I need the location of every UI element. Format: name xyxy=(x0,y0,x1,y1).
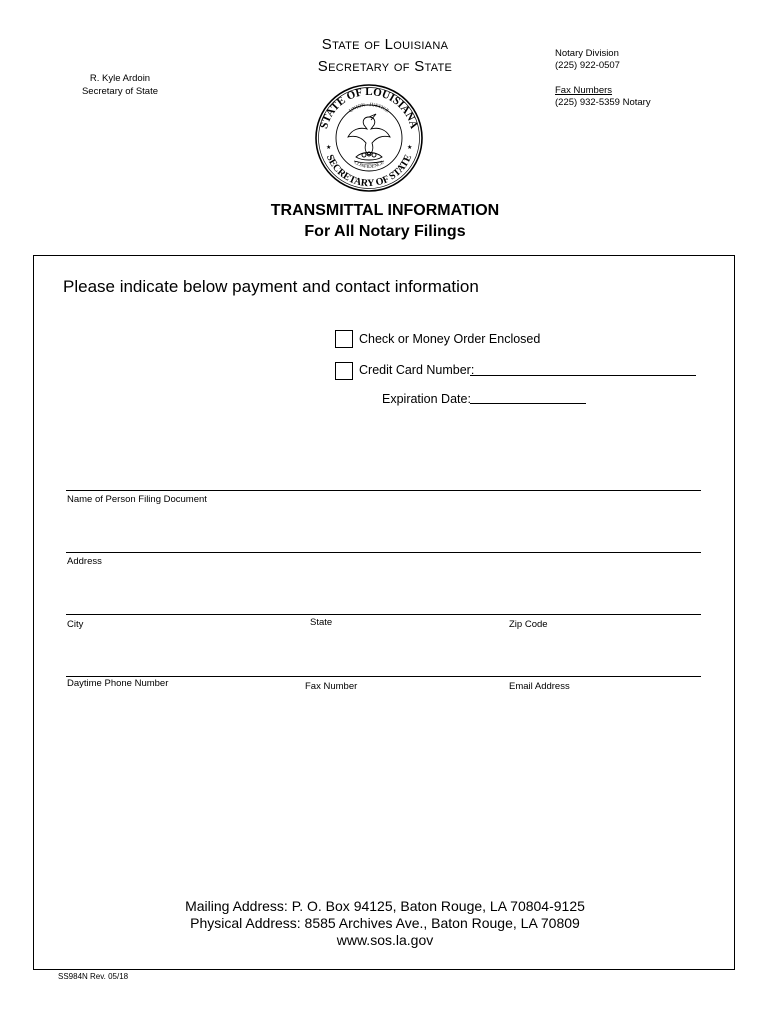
expiration-date-field[interactable] xyxy=(470,403,586,404)
official-title: Secretary of State xyxy=(81,86,159,97)
seal-bottom-text: SECRETARY OF STATE xyxy=(323,152,415,190)
contact-block xyxy=(555,48,651,109)
title-line-2: For All Notary Filings xyxy=(304,223,466,240)
state-seal-icon xyxy=(314,83,424,193)
svg-text:★: ★ xyxy=(407,145,413,151)
fax-line: (225) 932-5359 Notary xyxy=(555,97,651,108)
credit-card-label: Credit Card Number: xyxy=(359,363,475,377)
official-block xyxy=(50,72,190,98)
state-field-label: State xyxy=(310,617,333,628)
name-field[interactable] xyxy=(66,490,701,491)
form-instruction: Please indicate below payment and contact information xyxy=(63,277,479,296)
fax-heading: Fax Numbers xyxy=(555,85,613,96)
mailing-address: Mailing Address: P. O. Box 94125, Baton Rouge, LA 70804-9125 xyxy=(185,898,585,914)
phone-fax-email-field[interactable] xyxy=(66,676,701,677)
website-link[interactable]: www.sos.la.gov xyxy=(336,932,434,948)
address-footer xyxy=(100,898,670,949)
office-line: Secretary of State xyxy=(317,58,453,75)
credit-card-checkbox[interactable] xyxy=(335,362,353,380)
city-field-label: City xyxy=(67,619,84,630)
city-state-zip-field[interactable] xyxy=(66,614,701,615)
expiration-date-label: Expiration Date: xyxy=(382,392,471,406)
official-name: R. Kyle Ardoin xyxy=(89,73,151,84)
check-money-order-label: Check or Money Order Enclosed xyxy=(359,332,541,346)
form-number: SS984N Rev. 05/18 xyxy=(58,972,129,981)
seal-top-text: STATE OF LOUISIANA xyxy=(318,86,420,131)
credit-card-number-field[interactable] xyxy=(470,375,696,376)
seal-motto-bottom: CONFIDENCE xyxy=(352,160,386,170)
title-line-1: TRANSMITTAL INFORMATION xyxy=(270,202,500,219)
phone-field-label: Daytime Phone Number xyxy=(67,678,169,689)
physical-address: Physical Address: 8585 Archives Ave., Baton Rouge, LA 70809 xyxy=(190,915,580,931)
check-money-order-checkbox[interactable] xyxy=(335,330,353,348)
svg-text:★: ★ xyxy=(326,145,332,151)
state-line: State of Louisiana xyxy=(321,36,449,53)
division-label: Notary Division xyxy=(555,48,619,59)
address-field-label: Address xyxy=(67,556,102,567)
seal-motto-top: UNION · JUSTICE xyxy=(348,102,390,115)
agency-heading xyxy=(235,34,535,78)
fax-field-label: Fax Number xyxy=(305,681,358,692)
address-field[interactable] xyxy=(66,552,701,553)
email-field-label: Email Address xyxy=(509,681,570,692)
zip-field-label: Zip Code xyxy=(509,619,548,630)
name-field-label: Name of Person Filing Document xyxy=(67,494,207,505)
division-phone: (225) 922-0507 xyxy=(555,60,620,71)
document-title xyxy=(185,200,585,242)
